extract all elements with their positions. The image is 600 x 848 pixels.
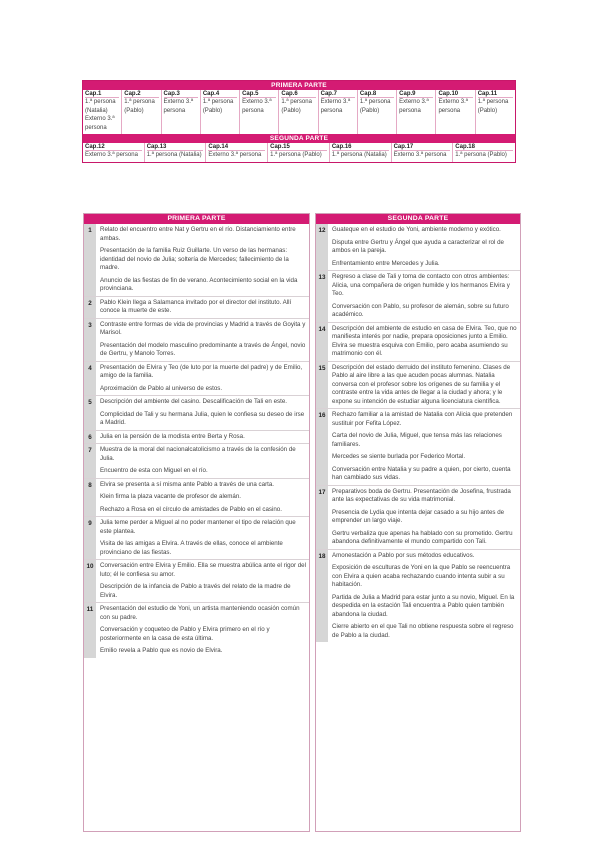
narrator-cell: Cap.18 1.ª persona (Pablo): [453, 143, 515, 162]
table-row: 10 Conversación entre Elvira y Emilio. Ella se muestra abúlica ante el rigor del luto; él le confiesa su amor. Descripción de la infancia de Pablo a través del relato de la madre de Elvira.: [84, 560, 309, 603]
table-row: 17 Preparativos boda de Gertru. Presentación de Josefina, frustrada ante las expectativas de su vida matrimonial. Presencia de Lydia que intenta dejar casado a su hijo antes de emprender un largo viaje. Gertru verbaliza que apenas ha hablado con su prometido. Gertru abandona definitivamente el mundo compartido con Tali.: [316, 486, 520, 550]
table-row: 6 Julia en la pensión de la modista entre Berta y Rosa.: [84, 431, 309, 445]
table-row: 1 Relato del encuentro entre Nat y Gertru en el río. Distanciamiento entre ambas. Presentación de la familia Ruiz Guillarte. Un verso de las hermanas: identidad del novio de Julia; soltería de Mercedes; fallecimiento de la madre. Anuncio de las fiestas de fin de verano. Acontecimiento social en la vida provinciana.: [84, 224, 309, 297]
narrator-cell: Cap.2 1.ª persona (Pablo): [122, 90, 161, 134]
narrator-cell: Cap.4 1.ª persona (Pablo): [201, 90, 240, 134]
segunda-parte-title: SEGUNDA PARTE: [316, 214, 520, 224]
narrator-cell: Cap.13 1.ª persona (Natalia): [145, 143, 207, 162]
narrator-cell: Cap.6 1.ª persona (Pablo): [279, 90, 318, 134]
table-row: 15 Descripción del estado derruido del instituto femenino. Clases de Pablo al aire libre a las que acuden pocas alumnas. Natalia conversa con el profesor sobre los orígenes de su familia y el contraste entre la vida antes de llegar a la ciudad y ahora; y le expone su intención de estudiar alguna licenciatura científica.: [316, 362, 520, 410]
narrator-cell: Cap.1 1.ª persona (Natalia) Externo 3.ª persona: [83, 90, 122, 134]
table-row: 8 Elvira se presenta a sí misma ante Pablo a través de una carta. Klein firma la plaza vacante de profesor de alemán. Rechazo a Rosa en el círculo de amistades de Pablo en el casino.: [84, 479, 309, 518]
narrator-cell: Cap.3 Externo 3.ª persona: [162, 90, 201, 134]
table-row: 7 Muestra de la moral del nacionalcatolicismo a través de la confesión de Julia. Encuentro de esta con Miguel en el río.: [84, 444, 309, 479]
table-row: 5 Descripción del ambiente del casino. Descalificación de Tali en este. Complicidad de Tali y su hermana Julia, quien le confiesa su deseo de irse a Madrid.: [84, 396, 309, 431]
table-row: 12 Guateque en el estudio de Yoni, ambiente moderno y exótico. Disputa entre Gertru y Ángel que ayuda a caracterizar el rol de ambos en la pareja. Enfrentamiento entre Mercedes y Julia.: [316, 224, 520, 271]
narrator-table: [82, 80, 516, 163]
narrator-part2-grid: [83, 143, 515, 162]
narrator-cell: Cap.15 1.ª persona (Pablo): [268, 143, 330, 162]
narrator-part1-grid: [83, 90, 515, 134]
segunda-parte-table: [315, 213, 521, 832]
table-row: 2 Pablo Klein llega a Salamanca invitado por el director del instituto. Allí conoce la muerte de este.: [84, 297, 309, 319]
narrator-cell: Cap.14 Externo 3.ª persona: [206, 143, 268, 162]
table-row: 3 Contraste entre formas de vida de provincias y Madrid a través de Goyita y Marisol. Presentación del modelo masculino predominante a través de Ángel, novio de Gertru, y Manolo Torres.: [84, 319, 309, 362]
narrator-cell: Cap.5 Externo 3.ª persona: [240, 90, 279, 134]
narrator-cell: Cap.17 Externo 3.ª persona: [392, 143, 454, 162]
table-row: 13 Regreso a clase de Tali y toma de contacto con otros ambientes: Alicia, una compañera de origen humilde y los hermanos Elvira y Teo. Conversación con Pablo, su profesor de alemán, sobre su futuro académico.: [316, 271, 520, 323]
primera-parte-title: PRIMERA PARTE: [84, 214, 309, 224]
table-row: 4 Presentación de Elvira y Teo (de luto por la muerte del padre) y de Emilio, amigo de la familia. Aproximación de Pablo al universo de estos.: [84, 362, 309, 397]
table-row: 16 Rechazo familiar a la amistad de Natalia con Alicia que pretenden sustituir por Fefita López. Carta del novio de Julia, Miguel, que tensa más las relaciones familiares. Mercedes se siente burlada por Federico Mortal. Conversación entre Natalia y su padre a quien, por cierto, cuenta han cambiado sus vidas.: [316, 409, 520, 486]
table-row: 18 Amonestación a Pablo por sus métodos educativos. Exposición de esculturas de Yoni en la que Pablo se reencuentra con Elvira a quien acaba rechazando cuando intenta subir a su habitación. Partida de Julia a Madrid para estar junto a su novio, Miguel. En la despedida en la estación Tali encuentra a Pablo quien también abandona la ciudad. Cierre abierto en el que Tali no obtiene respuesta sobre el regreso de Pablo a la ciudad.: [316, 550, 520, 643]
narrator-cell: Cap.8 1.ª persona (Pablo): [358, 90, 397, 134]
primera-parte-table: [83, 213, 310, 832]
narrator-cell: Cap.11 1.ª persona (Pablo): [476, 90, 515, 134]
narrator-cell: Cap.9 Externo 3.ª persona: [397, 90, 436, 134]
narrator-cell: Cap.12 Externo 3.ª persona: [83, 143, 145, 162]
narrator-cell: Cap.16 1.ª persona (Natalia): [330, 143, 392, 162]
narrator-cell: Cap.10 Externo 3.ª persona: [436, 90, 475, 134]
table-row: 14 Descripción del ambiente de estudio en casa de Elvira. Teo, que no manifiesta interés por nadie, prepara oposiciones junto a Emilio. Elvira se muestra esquiva con Emilio, pero acaba asumiendo su matrimonio con él.: [316, 323, 520, 362]
narrator-part2-title: SEGUNDA PARTE: [83, 134, 515, 143]
table-row: 9 Julia teme perder a Miguel al no poder mantener el tipo de relación que este plantea. Visita de las amigas a Elvira. A través de ellas, conoce el ambiente provinciano de las fiestas.: [84, 517, 309, 560]
narrator-cell: Cap.7 Externo 3.ª persona: [319, 90, 358, 134]
table-row: 11 Presentación del estudio de Yoni, un artista manteniendo ocasión común con su padre. Conversación y coqueteo de Pablo y Elvira primero en el río y posteriormente en la casa de esta última. Emilio revela a Pablo que es novio de Elvira.: [84, 603, 309, 658]
narrator-part1-title: PRIMERA PARTE: [83, 81, 515, 90]
